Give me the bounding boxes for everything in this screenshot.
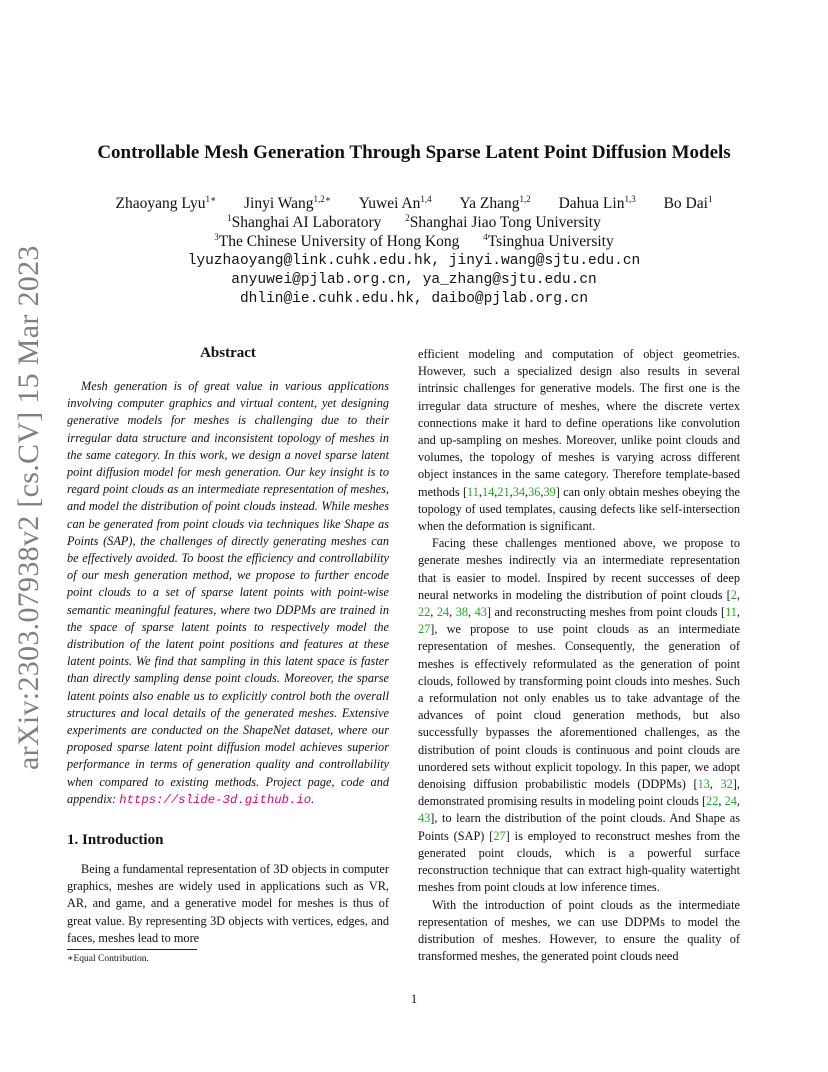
author: Ya Zhang$^{1,2}$ [459,193,531,212]
citation-link[interactable]: 39 [543,484,556,499]
citation-link[interactable]: 27 [418,622,431,637]
affiliation-line [40,214,788,232]
author: Jinyi Wang$^{1,2∗}$ [244,193,331,212]
paragraph [418,346,740,535]
affiliation: $^3$The Chinese University of Hong Kong [214,231,460,250]
project-link[interactable]: https://slide-3d.github.io [119,792,312,807]
paragraph-text: With the introduction of point clouds as the intermediate representation of meshes, we can use DDPMs to model the distribution of meshes. However, to ensure the quality of transformed meshes, the generated point clouds need [418,897,740,964]
citation-link[interactable]: 21 [497,484,510,499]
footnote-rule [67,949,197,950]
intro-paragraph: Being a fundamental representation of 3D objects in computer graphics, meshes are widely used in applications such as VR, AR, and game, and a generative model for meshes is thus of great value. By representing 3D objects with vertices, edges, and faces, meshes lead to more [67,862,389,945]
paragraph-text: , [736,605,740,620]
paragraph-text: ], to learn the distribution of the point clouds. And Shape as Points (SAP) [ [418,811,740,843]
affiliation: $^4$Tsinghua University [483,231,614,250]
citation-link[interactable]: 43 [474,605,487,620]
paragraph-text: , [525,484,529,499]
paragraph-text: efficient modeling and computation of object geometries. However, such a specialized design also results in several intrinsic challenges for generative models. The first one is the irregular data structure of meshes, where the discrete vertex connections make it hard to define operations like convolution and up-sampling on meshes. Moreover, unlike point clouds and volumes, the topology of meshes is varying across different object instances in the same category. Therefore template-based methods [ [418,347,740,499]
paragraph-text: , [449,605,456,620]
paragraph-text: , [430,605,437,620]
affiliation: $^2$Shanghai Jiao Tong University [405,212,601,231]
paragraph-text: , [718,794,725,809]
paragraph-text: , [736,587,740,602]
email-line: lyuzhaoyang@link.cuhk.edu.hk, jinyi.wang@sjtu.edu.cn [187,253,641,269]
citation-link[interactable]: 11 [725,605,737,620]
affiliation: $^1$Shanghai AI Laboratory [227,212,382,231]
arxiv-stamp: arXiv:2303.07938v2 [cs.CV] 15 Mar 2023 [12,245,45,770]
author: Dahua Lin$^{1,3}$ [558,193,636,212]
paragraph-text: , [736,794,740,809]
author-list [40,195,788,213]
paper-title: Controllable Mesh Generation Through Sparse Latent Point Diffusion Models [97,142,731,163]
email-line: dhlin@ie.cuhk.edu.hk, daibo@pjlab.org.cn [239,291,589,307]
paragraph-text: , [509,484,513,499]
citation-link[interactable]: 22 [418,605,431,620]
page-number: 1 [410,991,418,1006]
citation-link[interactable]: 43 [418,811,431,826]
footnote: ∗Equal Contribution. [67,954,149,964]
citation-link[interactable]: 38 [455,605,469,620]
paragraph-text: ], demonstrated promising results in modeling point clouds [ [418,777,740,809]
affiliation-line [40,233,788,251]
paragraph [418,897,740,966]
section-heading: 1. Introduction [67,832,164,848]
citation-link[interactable]: 27 [493,828,506,843]
paragraph-text: ], we propose to use point clouds as an intermediate representation of meshes. Consequently, the generation of meshes is effectively reformulated as the generation of point clouds, followed by transforming point clouds into meshes. Such a reformulation not only enables us to take advantage of the advances of point cloud generation methods, but also successfully bypasses the aforementioned challenges, as the distribution of point clouds is continuous and point clouds are unordered sets without explicit topology. In this paper, we adopt denoising diffusion probabilistic models (DDPMs) [ [418,622,740,792]
citation-link[interactable]: 34 [512,484,526,499]
citation-link[interactable]: 36 [528,484,541,499]
paragraph-text: , [709,777,721,792]
citation-link[interactable]: 24 [436,605,450,620]
citation-link[interactable]: 24 [724,794,737,809]
paragraph-text: , [468,605,475,620]
paragraph-text: , [494,484,498,499]
email-line: anyuwei@pjlab.org.cn, ya_zhang@sjtu.edu.cn [231,272,597,288]
abstract-heading: Abstract [200,345,256,361]
citation-link[interactable]: 14 [481,484,495,499]
paragraph-text: ] is employed to reconstruct meshes from the generated point clouds, which is a powerful surface reconstruction technique that can extract high-quality watertight meshes from point clouds at low inference times. [418,828,740,895]
citation-link[interactable]: 11 [467,484,479,499]
paragraph-text: Facing these challenges mentioned above, we propose to generate meshes indirectly via an intermediate representation that is easier to model. Inspired by recent successes of deep neural networks in modeling the distribution of point clouds [ [418,536,740,602]
paragraph-text: ] can only obtain meshes obeying the topology of used templates, causing defects like self-intersection when the deformation is significant. [418,484,740,534]
author: Zhaoyang Lyu$^{1∗}$ [115,193,217,212]
abstract-body: Mesh generation is of great value in various applications involving computer graphics and virtual content, yet designing generative models for meshes is challenging due to their irregular data structure and inconsistent topology of meshes in the same category. In this work, we design a novel sparse latent point diffusion model for mesh generation. Our key insight is to regard point clouds as an intermediate representation of meshes, and model the distribution of point clouds instead. While meshes can be generated from point clouds via techniques like Shape as Points (SAP), the challenges of directly generating meshes can be effectively avoided. To boost the efficiency and controllability of our mesh generation method, we propose to further encode point clouds to a set of sparse latent points with point-wise semantic meaningful features, where two DDPMs are trained in the space of sparse latent points to respectively model the distribution of the latent point positions and features at these latent points. We find that sampling in this latent space is faster than directly sampling dense point clouds. Moreover, the sparse latent points also enable us to explicitly control both the overall structures and local details of the generated meshes. Extensive experiments are conducted on the ShapeNet dataset, where our proposed sparse latent point diffusion model achieves superior performance in terms of generation quality and controllability when compared to existing methods. Project page, code and appendix: https://slide-3d.github.io. [67,379,389,807]
citation-link[interactable]: 2 [730,587,737,602]
citation-link[interactable]: 32 [720,777,733,792]
author: Bo Dai$^1$ [663,193,713,212]
citation-link[interactable]: 13 [697,777,710,792]
paragraph-text: , [478,484,482,499]
citation-link[interactable]: 22 [706,794,719,809]
author: Yuwei An$^{1,4}$ [358,193,432,212]
paragraph-text: ] and reconstructing meshes from point clouds [ [486,605,726,620]
paragraph-text: , [540,484,544,499]
paragraph [418,535,740,896]
right-column [418,346,740,965]
